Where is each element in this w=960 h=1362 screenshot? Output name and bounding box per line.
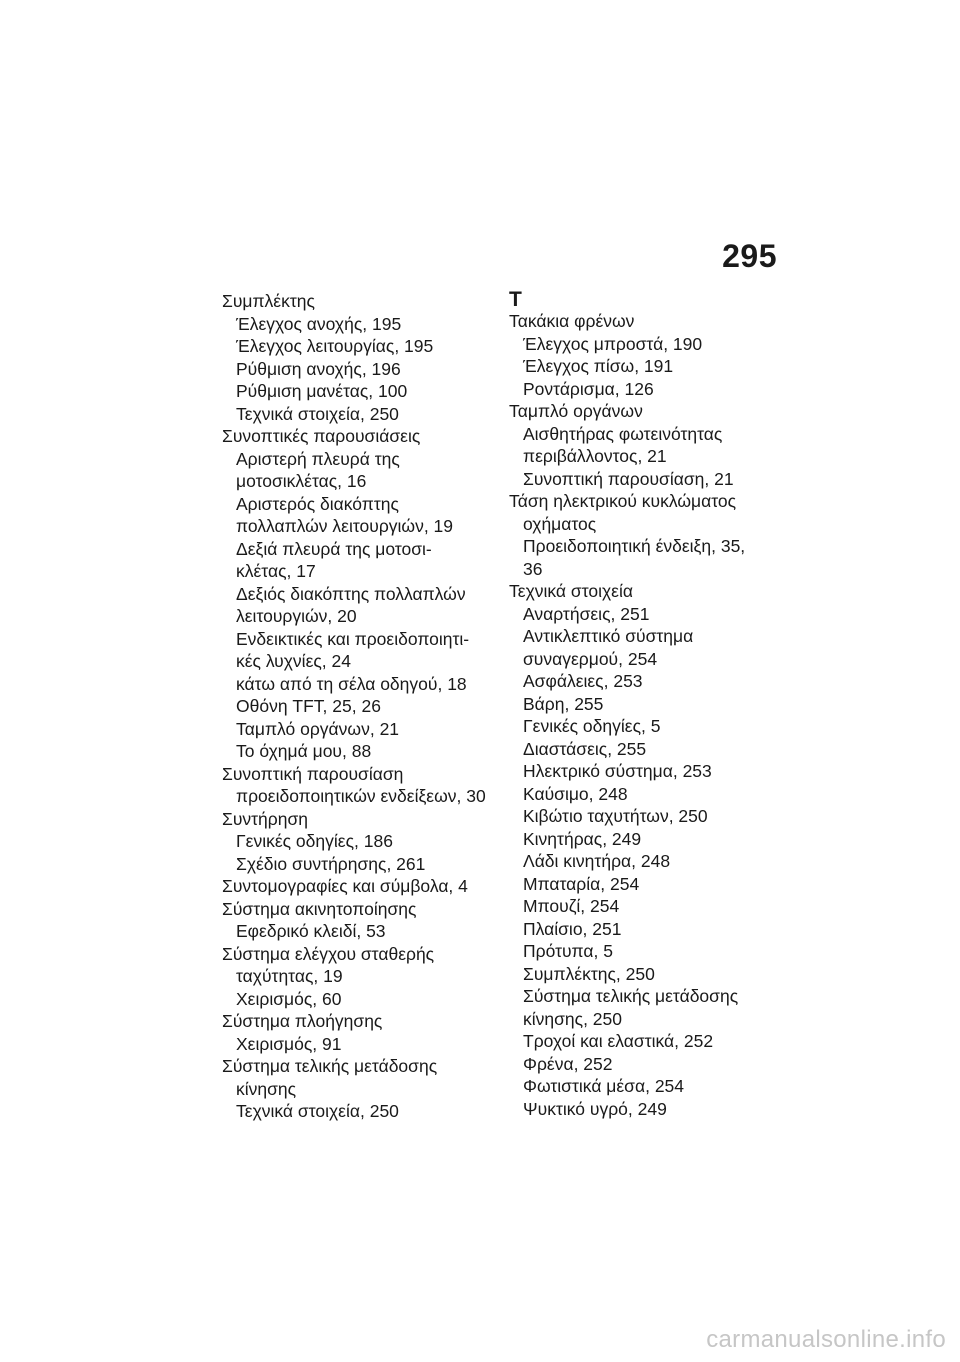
index-entry: Σύστημα ακινητοποίησης xyxy=(222,898,417,919)
index-subentry: κλέτας, 17 xyxy=(236,561,316,581)
index-subentry: Κινητήρας, 249 xyxy=(523,828,642,849)
index-subentry: Πρότυπα, 5 xyxy=(523,941,613,961)
index-subentry: Χειρισμός, 91 xyxy=(236,1033,342,1054)
index-entry: Τεχνικά στοιχεία xyxy=(509,581,633,601)
index-subentry: οχήματος xyxy=(523,513,597,534)
index-entry: Συντομογραφίες και σύμβολα, 4 xyxy=(222,876,468,896)
index-subentry: Βάρη, 255 xyxy=(523,693,604,714)
index-subentry: Γενικές οδηγίες, 186 xyxy=(236,831,393,851)
index-subentry: μοτοσικλέτας, 16 xyxy=(236,471,367,491)
index-subentry: Ταμπλό οργάνων, 21 xyxy=(236,718,400,739)
watermark: carmanualsonline.info xyxy=(706,1326,946,1353)
index-subentry: Έλεγχος μπροστά, 190 xyxy=(523,333,703,354)
index-subentry: Έλεγχος ανοχής, 195 xyxy=(236,313,402,334)
index-entry: Σύστημα πλοήγησης xyxy=(222,1011,383,1031)
index-entry: Συνοπτικές παρουσιάσεις xyxy=(222,426,421,446)
index-subentry: Λάδι κινητήρα, 248 xyxy=(523,851,671,871)
index-subentry: Αισθητήρας φωτεινότητας xyxy=(523,423,723,444)
index-subentry: Αριστερός διακόπτης xyxy=(236,493,399,514)
index-subentry: Ηλεκτρικό σύστημα, 253 xyxy=(523,761,712,781)
index-subentry: Αντικλεπτικό σύστημα xyxy=(523,626,694,646)
index-subentry: Χειρισμός, 60 xyxy=(236,988,342,1009)
index-subentry: ταχύτητας, 19 xyxy=(236,966,343,986)
index-entry: Τακάκια φρένων xyxy=(509,311,635,331)
index-subentry: Ενδεικτικές και προειδοποιητι- xyxy=(236,628,470,649)
index-subentry: Φρένα, 252 xyxy=(523,1053,613,1074)
index-subentry: Τροχοί και ελαστικά, 252 xyxy=(523,1031,714,1051)
index-subentry: Τεχνικά στοιχεία, 250 xyxy=(236,403,399,424)
index-subentry: Συνοπτική παρουσίαση, 21 xyxy=(523,468,734,489)
index-subentry: λειτουργιών, 20 xyxy=(236,606,357,626)
index-subentry: Αναρτήσεις, 251 xyxy=(523,603,650,624)
index-subentry: Γενικές οδηγίες, 5 xyxy=(523,716,661,736)
index-subentry: Τεχνικά στοιχεία, 250 xyxy=(236,1101,399,1121)
index-subentry: Ρύθμιση ανοχής, 196 xyxy=(236,358,401,379)
index-entry: Τάση ηλεκτρικού κυκλώματος xyxy=(509,491,737,511)
index-entry: Σύστημα τελικής μετάδοσης xyxy=(222,1056,438,1076)
index-subentry: περιβάλλοντος, 21 xyxy=(523,446,667,466)
index-subentry: κάτω από τη σέλα οδηγού, 18 xyxy=(236,673,467,694)
index-subentry: Ψυκτικό υγρό, 249 xyxy=(523,1098,667,1119)
page-number: 295 xyxy=(722,238,777,274)
index-subentry: προειδοποιητικών ενδείξεων, 30 xyxy=(236,786,486,806)
index-subentry: Το όχημά μου, 88 xyxy=(236,741,372,761)
index-subentry: Συμπλέκτης, 250 xyxy=(523,963,655,984)
index-subentry: κές λυχνίες, 24 xyxy=(236,651,351,671)
index-subentry: Προειδοποιητική ένδειξη, 35, xyxy=(523,536,746,556)
index-subentry: συναγερμού, 254 xyxy=(523,648,658,669)
index-subentry: Σύστημα τελικής μετάδοσης xyxy=(523,986,739,1006)
index-subentry: Ροντάρισμα, 126 xyxy=(523,378,654,399)
index-subentry: κίνησης xyxy=(236,1078,297,1099)
index-column-left xyxy=(222,290,502,1123)
index-column-right xyxy=(509,290,769,1120)
index-subentry: Ασφάλειες, 253 xyxy=(523,671,643,691)
index-entry: Σύστημα ελέγχου σταθερής xyxy=(222,943,435,964)
index-subentry: 36 xyxy=(523,558,543,579)
index-subentry: Έλεγχος λειτουργίας, 195 xyxy=(236,336,434,356)
index-subentry: Μπαταρία, 254 xyxy=(523,873,640,894)
index-subentry: Ρύθμιση μανέτας, 100 xyxy=(236,381,408,401)
index-subentry: Οθόνη TFT, 25, 26 xyxy=(236,696,381,716)
index-subentry: Καύσιμο, 248 xyxy=(523,783,628,804)
index-subentry: Πλαίσιο, 251 xyxy=(523,918,622,939)
index-subentry: Εφεδρικό κλειδί, 53 xyxy=(236,921,386,941)
index-subentry: Δεξιά πλευρά της μοτοσι- xyxy=(236,538,432,559)
index-subentry: Σχέδιο συντήρησης, 261 xyxy=(236,853,426,874)
index-subentry: Διαστάσεις, 255 xyxy=(523,738,647,759)
index-subentry: Μπουζί, 254 xyxy=(523,896,620,916)
index-entry: Συνοπτική παρουσίαση xyxy=(222,763,404,784)
section-letter: T xyxy=(509,288,522,311)
index-subentry: Φωτιστικά μέσα, 254 xyxy=(523,1076,685,1096)
index-entry: Ταμπλό οργάνων xyxy=(509,401,643,421)
index-subentry: Δεξιός διακόπτης πολλαπλών xyxy=(236,583,466,604)
index-subentry: κίνησης, 250 xyxy=(523,1008,623,1029)
index-subentry: Έλεγχος πίσω, 191 xyxy=(523,356,674,376)
index-subentry: Κιβώτιο ταχυτήτων, 250 xyxy=(523,806,708,826)
index-subentry: πολλαπλών λειτουργιών, 19 xyxy=(236,516,454,536)
index-entry: Συμπλέκτης xyxy=(222,291,315,311)
index-subentry: Αριστερή πλευρά της xyxy=(236,448,400,469)
index-entry: Συντήρηση xyxy=(222,808,309,829)
